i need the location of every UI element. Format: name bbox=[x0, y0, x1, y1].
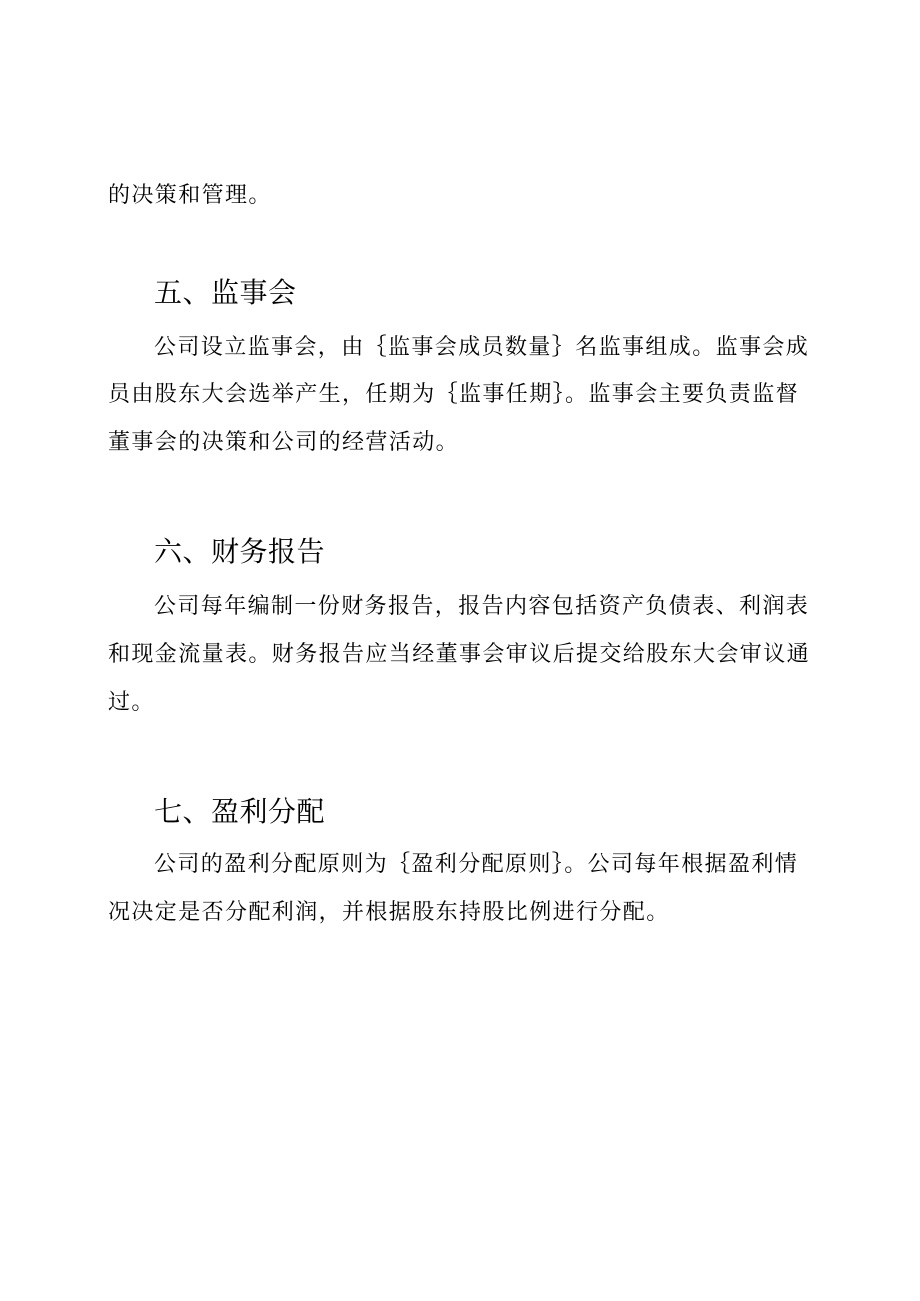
paragraph-line: 公司的盈利分配原则为｛盈利分配原则｝。公司每年根据盈利情 bbox=[154, 852, 799, 877]
section-heading-profit-distribution: 七、盈利分配 bbox=[154, 795, 326, 828]
section-heading-supervisory-board: 五、监事会 bbox=[154, 276, 297, 309]
paragraph-line: 况决定是否分配利润，并根据股东持股比例进行分配。 bbox=[108, 900, 670, 925]
intro-line: 的决策和管理。 bbox=[108, 183, 272, 208]
paragraph-line: 过。 bbox=[108, 690, 155, 715]
paragraph-line: 员由股东大会选举产生，任期为｛监事任期｝。监事会主要负责监督 bbox=[108, 382, 800, 407]
paragraph-line: 公司每年编制一份财务报告，报告内容包括资产负债表、利润表 bbox=[154, 594, 810, 619]
paragraph-line: 公司设立监事会，由｛监事会成员数量｝名监事组成。监事会成 bbox=[154, 335, 810, 360]
paragraph-line: 董事会的决策和公司的经营活动。 bbox=[108, 430, 460, 455]
section-heading-financial-report: 六、财务报告 bbox=[154, 535, 326, 568]
paragraph-line: 和现金流量表。财务报告应当经董事会审议后提交给股东大会审议通 bbox=[108, 642, 811, 667]
